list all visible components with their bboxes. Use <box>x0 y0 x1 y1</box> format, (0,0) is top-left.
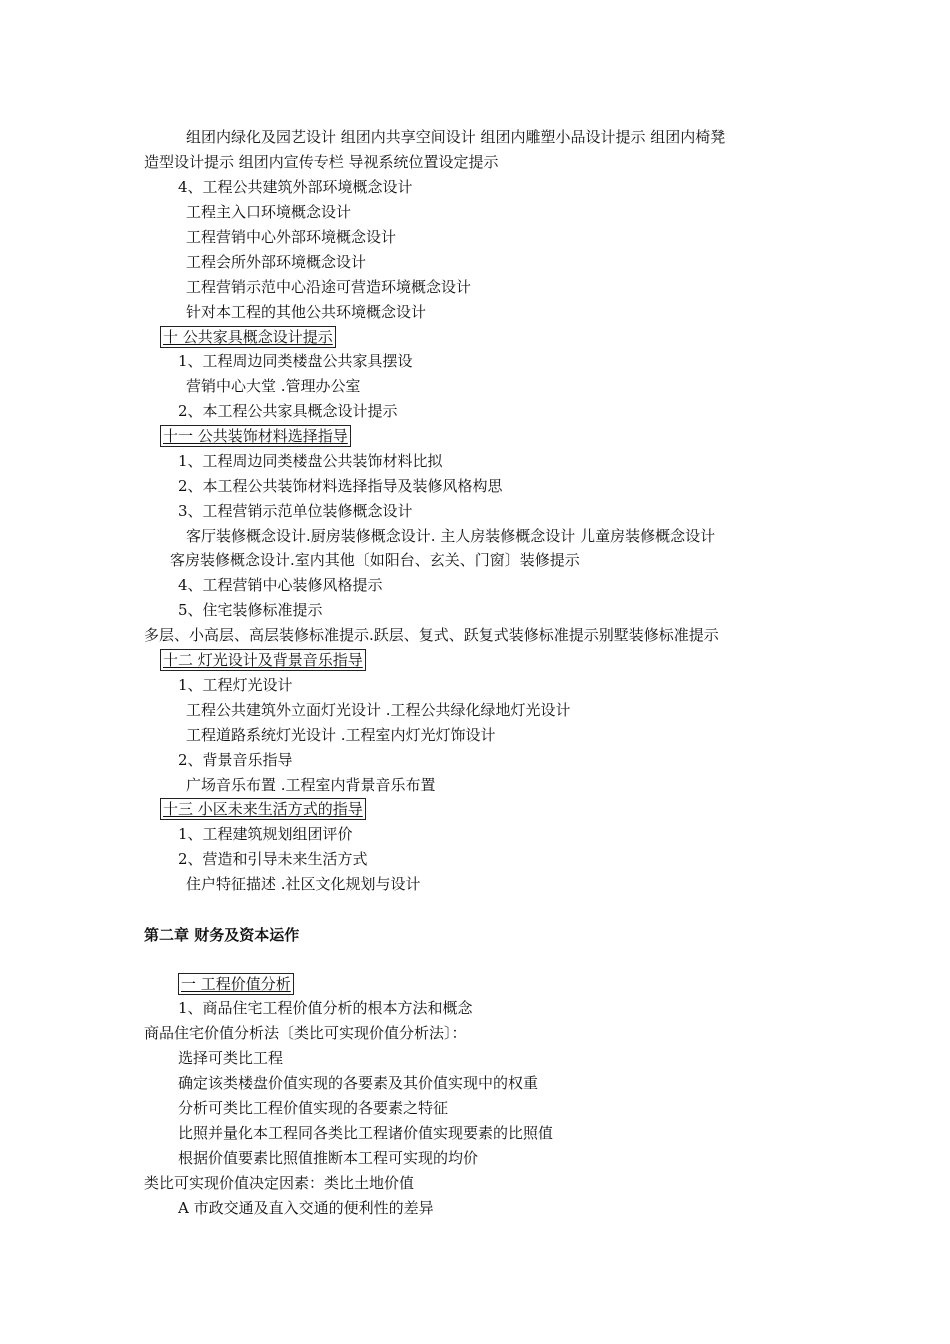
text-line: 确定该类楼盘价值实现的各要素及其价值实现中的权重 <box>178 1074 539 1092</box>
text-line: 营销中心大堂 .管理办公室 <box>186 377 361 395</box>
section-heading: 十 公共家具概念设计提示 <box>160 326 336 348</box>
text-line: 工程营销中心外部环境概念设计 <box>186 228 397 246</box>
list-item: 4、工程公共建筑外部环境概念设计 <box>178 178 413 196</box>
list-item: 1、商品住宅工程价值分析的根本方法和概念 <box>178 999 473 1017</box>
text-line: 工程公共建筑外立面灯光设计 .工程公共绿化绿地灯光设计 <box>186 701 571 719</box>
section-heading: 一 工程价值分析 <box>178 973 294 995</box>
section-heading: 十二 灯光设计及背景音乐指导 <box>160 649 366 671</box>
chapter-title: 第二章 财务及资本运作 <box>144 926 300 944</box>
text-line: 针对本工程的其他公共环境概念设计 <box>186 303 427 321</box>
list-item: 2、营造和引导未来生活方式 <box>178 850 368 868</box>
text-line: 分析可类比工程价值实现的各要素之特征 <box>178 1099 449 1117</box>
list-item: 4、工程营销中心装修风格提示 <box>178 576 383 594</box>
text-line: 造型设计提示 组团内宣传专栏 导视系统位置设定提示 <box>144 153 499 171</box>
text-line: 选择可类比工程 <box>178 1049 284 1067</box>
list-item: 1、工程周边同类楼盘公共装饰材料比拟 <box>178 452 443 470</box>
text-line: 工程道路系统灯光设计 .工程室内灯光灯饰设计 <box>186 726 496 744</box>
text-line: 住户特征描述 .社区文化规划与设计 <box>186 875 421 893</box>
text-line: 商品住宅价值分析法〔类比可实现价值分析法〕： <box>144 1024 467 1042</box>
text-line: 客厅装修概念设计.厨房装修概念设计. 主人房装修概念设计 儿童房装修概念设计 <box>186 527 716 545</box>
text-line: 组团内绿化及园艺设计 组团内共享空间设计 组团内雕塑小品设计提示 组团内椅凳 <box>186 128 726 146</box>
text-line: A 市政交通及直入交通的便利性的差异 <box>178 1199 434 1217</box>
text-line: 工程主入口环境概念设计 <box>186 203 352 221</box>
list-item: 1、工程灯光设计 <box>178 676 293 694</box>
list-item: 2、本工程公共装饰材料选择指导及装修风格构思 <box>178 477 503 495</box>
list-item: 2、本工程公共家具概念设计提示 <box>178 402 398 420</box>
list-item: 1、工程周边同类楼盘公共家具摆设 <box>178 352 413 370</box>
text-line: 根据价值要素比照值推断本工程可实现的均价 <box>178 1149 479 1167</box>
section-heading: 十三 小区未来生活方式的指导 <box>160 798 366 820</box>
list-item: 5、住宅装修标准提示 <box>178 601 323 619</box>
section-heading: 十一 公共装饰材料选择指导 <box>160 425 351 447</box>
text-line: 多层、小高层、高层装修标准提示.跃层、复式、跃复式装修标准提示别墅装修标准提示 <box>144 626 719 644</box>
text-line: 广场音乐布置 .工程室内背景音乐布置 <box>186 776 436 794</box>
list-item: 1、工程建筑规划组团评价 <box>178 825 353 843</box>
text-line: 工程会所外部环境概念设计 <box>186 253 367 271</box>
text-line: 工程营销示范中心沿途可营造环境概念设计 <box>186 278 472 296</box>
text-line: 客房装修概念设计.室内其他〔如阳台、玄关、门窗〕装修提示 <box>170 551 580 569</box>
list-item: 2、背景音乐指导 <box>178 751 293 769</box>
text-line: 类比可实现价值决定因素：类比土地价值 <box>144 1174 415 1192</box>
text-line: 比照并量化本工程同各类比工程诸价值实现要素的比照值 <box>178 1124 554 1142</box>
list-item: 3、工程营销示范单位装修概念设计 <box>178 502 413 520</box>
